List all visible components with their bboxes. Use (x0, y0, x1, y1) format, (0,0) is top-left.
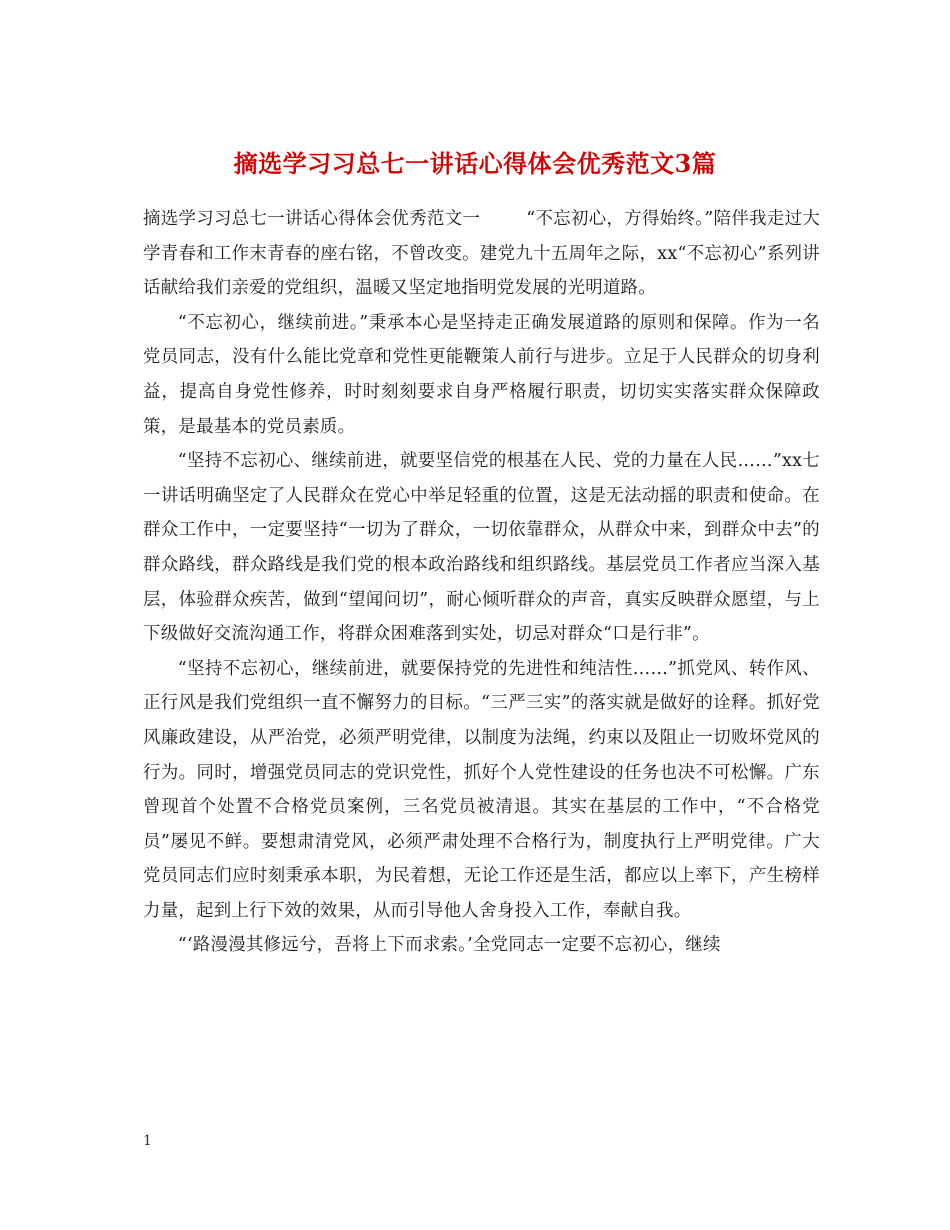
paragraph-3: “坚持不忘初心、继续前进，就要坚信党的根基在人民、党的力量在人民……”xx七一讲话明确坚定了人民群众在党心中举足轻重的位置，这是无法动摇的职责和使命。在群众工作中，一定要坚持“一切为了群众，一切依靠群众，从群众中来，到群众中去”的群众路线，群众路线是我们党的根本政治路线和组织路线。基层党员工作者应当深入基层，体验群众疾苦，做到“望闻问切”，耐心倾听群众的声音，真实反映群众愿望，与上下级做好交流沟通工作，将群众困难落到实处，切忌对群众“口是行非”。 (143, 451, 820, 645)
document-body (143, 202, 820, 963)
paragraph-1 (143, 202, 820, 306)
paragraph-4: “坚持不忘初心，继续前进，就要保持党的先进性和纯洁性……”抓党风、转作风、正行风是我们党组织一直不懈努力的目标。“三严三实”的落实就是做好的诠释。抓好党风廉政建设，从严治党，必须严明党律，以制度为法绳，约束以及阻止一切败坏党风的行为。同时，增强党员同志的党识党性，抓好个人党性建设的任务也决不可松懈。广东曾现首个处置不合格党员案例，三名党员被清退。其实在基层的工作中，“不合格党员”屡见不鲜。要想肃清党风，必须严肃处理不合格行为，制度执行上严明党律。广大党员同志们应时刻秉承本职，为民着想，无论工作还是生活，都应以上率下，产生榜样力量，起到上行下效的效果，从而引导他人舍身投入工作，奉献自我。 (143, 658, 820, 921)
paragraph-text: “不忘初心，方得始终。”陪伴我走过大学青春和工作末青春的座右铭，不曾改变。建党九十五周年之际，xx“不忘初心”系列讲话献给我们亲爱的党组织，温暖又坚定地指明党发展的光明道路。 (143, 209, 821, 299)
page-number: 1 (143, 1133, 152, 1149)
page-title: 摘选学习习总七一讲话心得体会优秀范文3篇 (233, 149, 717, 179)
section-heading: 摘选学习习总七一讲话心得体会优秀范文一 (143, 209, 481, 229)
paragraph-2: “不忘初心，继续前进。”秉承本心是坚持走正确发展道路的原则和保障。作为一名党员同志，没有什么能比党章和党性更能鞭策人前行与进步。立足于人民群众的切身利益，提高自身党性修养，时时刻刻要求自身严格履行职责，切切实实落实群众保障政策，是最基本的党员素质。 (143, 312, 820, 437)
paragraph-5: “‘路漫漫其修远兮，吾将上下而求索。’全党同志一定要不忘初心，继续 (177, 935, 721, 956)
